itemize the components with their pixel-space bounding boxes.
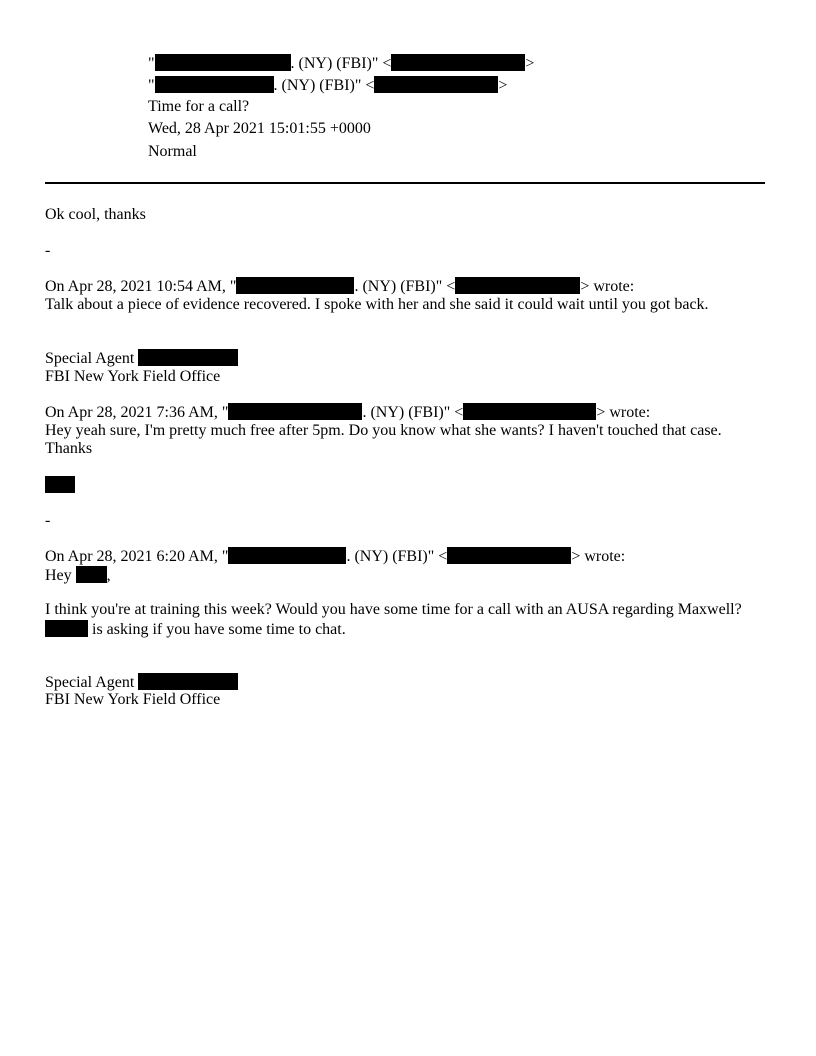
redaction-box	[374, 76, 498, 93]
redaction-box	[76, 566, 107, 583]
separator-dash: -	[45, 512, 51, 529]
redaction-box	[228, 547, 346, 564]
redaction-box	[155, 54, 291, 71]
signature-redaction	[45, 476, 75, 495]
importance-value: Normal	[148, 143, 197, 160]
redaction-box	[155, 76, 274, 93]
from-value: " . (NY) (FBI)" < >	[148, 55, 535, 72]
signature-office-1: FBI New York Field Office	[45, 368, 221, 385]
redaction-box	[45, 620, 88, 637]
reply-text: Ok cool, thanks	[45, 206, 146, 223]
quote-text-3b: is asking if you have some time to chat.	[45, 620, 346, 639]
quote-header-1: On Apr 28, 2021 10:54 AM, " . (NY) (FBI)" < > wrote:	[45, 278, 635, 295]
redaction-box	[45, 476, 75, 493]
header-divider	[45, 182, 765, 184]
redaction-box	[138, 673, 238, 690]
redaction-box	[391, 54, 525, 71]
quote-text-1: Talk about a piece of evidence recovered. I spoke with her and she said it could wait until you got back.	[45, 296, 709, 313]
redaction-box	[455, 277, 580, 294]
redaction-box	[447, 547, 571, 564]
quote-text-3a: I think you're at training this week? Would you have some time for a call with an AUSA regarding Maxwell?	[45, 601, 742, 618]
quote-header-2: On Apr 28, 2021 7:36 AM, " . (NY) (FBI)" < > wrote:	[45, 404, 651, 421]
redaction-box	[228, 403, 362, 420]
subject-value: Time for a call?	[148, 98, 250, 115]
quote-header-3: On Apr 28, 2021 6:20 AM, " . (NY) (FBI)" < > wrote:	[45, 548, 626, 565]
to-value: " . (NY) (FBI)" < >	[148, 77, 508, 94]
signature-title-2: Special Agent	[45, 673, 238, 692]
redaction-box	[463, 403, 596, 420]
quote-thanks-2: Thanks	[45, 440, 93, 457]
quote-text-2: Hey yeah sure, I'm pretty much free after 5pm. Do you know what she wants? I haven't touched that case.	[45, 422, 722, 439]
separator-dash: -	[45, 242, 51, 259]
signature-office-2: FBI New York Field Office	[45, 691, 221, 708]
signature-title-1: Special Agent	[45, 349, 238, 368]
redaction-box	[236, 277, 354, 294]
redaction-box	[138, 349, 238, 366]
date-value: Wed, 28 Apr 2021 15:01:55 +0000	[148, 120, 371, 137]
quote-greeting-3: Hey ,	[45, 567, 111, 584]
